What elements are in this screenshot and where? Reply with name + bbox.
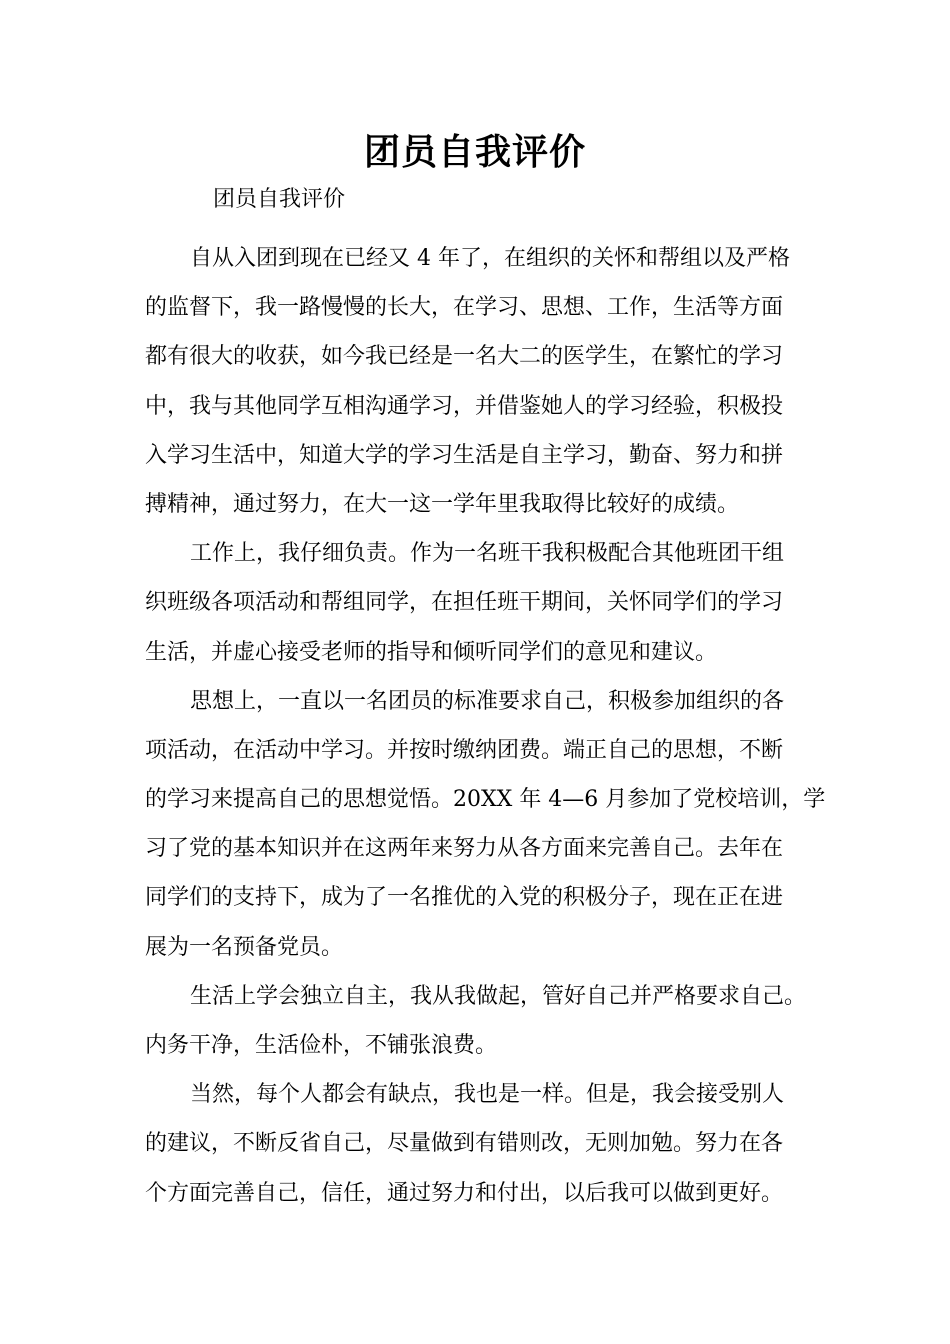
- paragraph: [145, 972, 825, 1070]
- paragraph-line: 思想上，一直以一名团员的标准要求自己，积极参加组织的各: [190, 688, 785, 714]
- paragraph-line: 内务干净，生活俭朴，不铺张浪费。: [145, 1033, 498, 1058]
- paragraph-line: 习了党的基本知识并在这两年来努力从各方面来完善自己。去年在: [145, 836, 784, 862]
- paragraph: [145, 529, 825, 677]
- paragraph: [145, 234, 825, 529]
- paragraph: [145, 1070, 825, 1218]
- paragraph: [145, 677, 825, 972]
- paragraph-line: 的学习来提高自己的思想觉悟。20XX 年 4—6 月参加了党校培训，学: [145, 787, 826, 813]
- paragraph-line: 的建议，不断反省自己，尽量做到有错则改，无则加勉。努力在各: [145, 1131, 784, 1157]
- paragraph-line: 当然，每个人都会有缺点，我也是一样。但是，我会接受别人: [190, 1082, 785, 1108]
- paragraph-line: 生活，并虚心接受老师的指导和倾听同学们的意见和建议。: [145, 639, 718, 665]
- paragraph-line: 中，我与其他同学互相沟通学习，并借鉴她人的学习经验，积极投: [145, 393, 784, 419]
- paragraph-line: 织班级各项活动和帮组同学，在担任班干期间，关怀同学们的学习: [145, 590, 784, 616]
- paragraph-line: 都有很大的收获，如今我已经是一名大二的医学生，在繁忙的学习: [145, 344, 784, 370]
- paragraph-line: 项活动，在活动中学习。并按时缴纳团费。端正自己的思想，不断: [145, 737, 784, 763]
- paragraph-line: 自从入团到现在已经又 4 年了，在组织的关怀和帮组以及严格: [190, 246, 790, 271]
- paragraph-line: 个方面完善自己，信任，通过努力和付出，以后我可以做到更好。: [145, 1180, 784, 1206]
- document-title: 团员自我评价: [363, 132, 586, 173]
- document-subtitle: 团员自我评价: [213, 187, 346, 212]
- paragraph-line: 的监督下，我一路慢慢的长大，在学习、思想、工作，生活等方面: [145, 295, 784, 321]
- paragraph-line: 同学们的支持下，成为了一名推优的入党的积极分子，现在正在进: [145, 885, 784, 911]
- paragraph-line: 工作上，我仔细负责。作为一名班干我积极配合其他班团干组: [190, 541, 785, 567]
- document-body: [145, 234, 825, 1218]
- paragraph-line: 展为一名预备党员。: [145, 934, 344, 960]
- paragraph-line: 入学习生活中，知道大学的学习生活是自主学习，勤奋、努力和拼: [145, 442, 784, 468]
- paragraph-line: 生活上学会独立自主，我从我做起，管好自己并严格要求自己。: [190, 983, 807, 1009]
- paragraph-line: 搏精神，通过努力，在大一这一学年里我取得比较好的成绩。: [145, 491, 740, 517]
